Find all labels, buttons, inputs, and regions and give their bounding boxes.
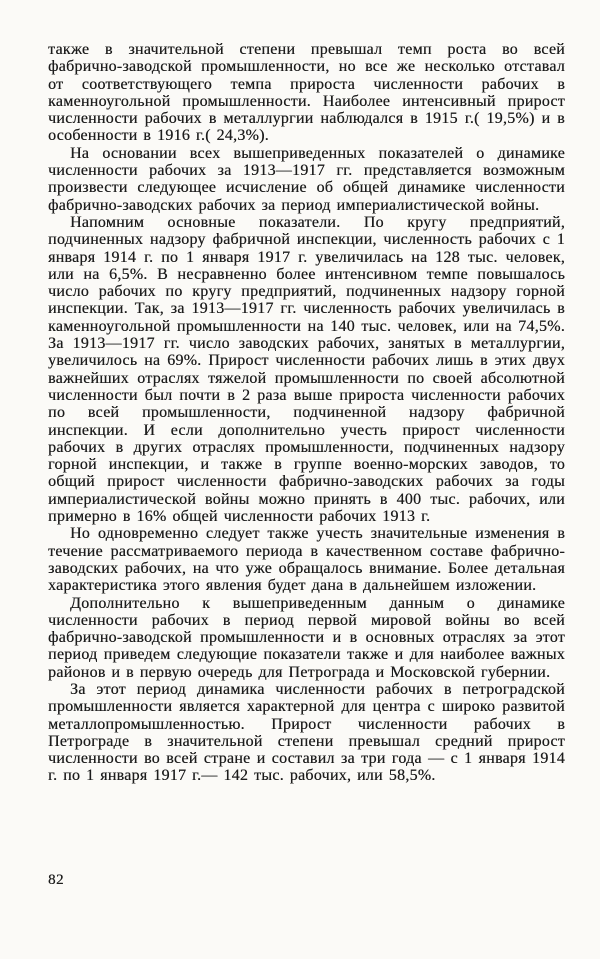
page-text-column xyxy=(48,41,565,785)
paragraph: На основании всех вышеприведенных показателей о динамике численности рабочих за 1913—1917 гг. представляется возможным произвести следующее исчисление об общей динамике численности фабрично-заводских рабочих за период империалистической войны. xyxy=(48,144,565,214)
paragraph-continuation: также в значительной степени превышал темп роста во всей фабрично-заводской промышленности, но все же несколько отставал от соответствующего темпа прироста численности рабочих в каменноугольной промышленности. Наиболее интенсивный прирост численности рабочих в металлургии наблюдался в 1915 г.( 19,5%) и в особенности в 1916 г.( 24,3%). xyxy=(48,41,565,145)
page-number: 82 xyxy=(48,872,64,888)
paragraph: Напомним основные показатели. По кругу предприятий, подчиненных надзору фабричной инспекции, численность рабочих с 1 января 1914 г. по 1 января 1917 г. увеличилась на 128 тыс. человек, или на 6,5%. В несравненно более интенсивном темпе повышалось число рабочих по кругу предприятий, подчиненных надзору горной инспекции. Так, за 1913—1917 гг. численность рабочих увеличилась в каменноугольной промышленности на 140 тыс. человек, или на 74,5%. За 1913—1917 гг. число заводских рабочих, занятых в металлургии, увеличилось на 69%. Прирост численности рабочих лишь в этих двух важнейших отраслях тяжелой промышленности по своей абсолютной численности был почти в 2 раза выше прироста численности рабочих по всей промышленности, подчиненной надзору фабричной инспекции. И если дополнительно учесть прирост численности рабочих в других отраслях промышленности, подчиненных надзору горной инспекции, и также в группе военно-морских заводов, то общий прирост численности фабрично-заводских рабочих за годы империалистической войны можно принять в 400 тыс. рабочих, или примерно в 16% общей численности рабочих 1913 г. xyxy=(48,213,565,526)
paragraph: Но одновременно следует также учесть значительные изменения в течение рассматриваемого периода в качественном составе фабрично-заводских рабочих, на что уже обращалось внимание. Более детальная характеристика этого явления будет дана в дальнейшем изложении. xyxy=(48,525,565,595)
paragraph: Дополнительно к вышеприведенным данным о динамике численности рабочих в период первой мировой войны во всей фабрично-заводской промышленности и в основных отраслях за этот период приведем следующие показатели также и для наиболее важных районов и в первую очередь для Петрограда и Московской губернии. xyxy=(48,594,565,681)
paragraph: За этот период динамика численности рабочих в петроградской промышленности является характерной для центра с широко развитой металлопромышленностью. Прирост численности рабочих в Петрограде в значительной степени превышал средний прирост численности во всей стране и составил за три года — с 1 января 1914 г. по 1 января 1917 г.— 142 тыс. рабочих, или 58,5%. xyxy=(48,680,565,785)
